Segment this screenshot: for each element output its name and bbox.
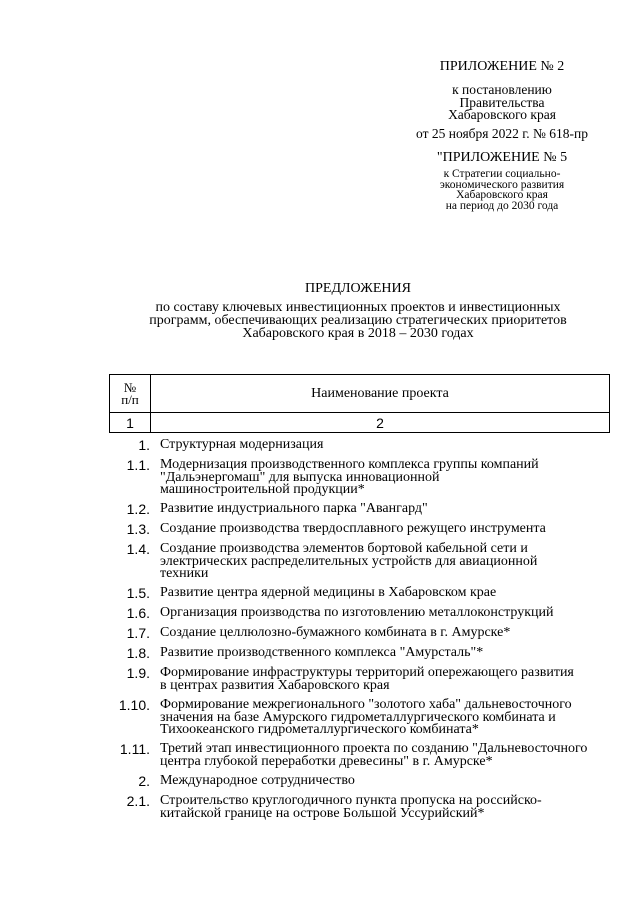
subtitle-line: программ, обеспечивающих реализацию стратегических приоритетов xyxy=(149,313,567,328)
item-text-line: значения на базе Амурского гидрометаллургического комбината и xyxy=(160,710,556,725)
item-text-line: Создание целлюлозно-бумажного комбината в г. Амурске* xyxy=(160,625,511,640)
item-text-line: Модернизация производственного комплекса группы компаний xyxy=(160,457,539,472)
document-title: ПРЕДЛОЖЕНИЯ xyxy=(305,281,411,296)
list-item xyxy=(100,666,610,692)
col-number-index: 1 xyxy=(110,413,151,433)
item-number: 1.6. xyxy=(126,605,150,621)
item-number: 1.10. xyxy=(118,697,150,713)
list-item xyxy=(100,502,610,516)
item-text xyxy=(160,542,610,580)
item-number: 2.1. xyxy=(126,793,150,809)
col-number-header-line: п/п xyxy=(121,391,139,407)
resolution-line: Хабаровского края xyxy=(448,107,556,122)
item-text-line: Формирование инфраструктуры территорий опережающего развития xyxy=(160,665,574,680)
col-number-header xyxy=(110,375,151,413)
item-text-line: Развитие индустриального парка "Авангард" xyxy=(160,501,428,516)
item-text-line: Тихоокеанского гидрометаллургического комбината* xyxy=(160,722,479,737)
list-item xyxy=(100,626,610,640)
appendix-2-heading xyxy=(395,60,609,73)
item-number: 1.4. xyxy=(126,541,150,557)
strategy-line: экономического развития xyxy=(439,178,565,191)
item-text xyxy=(160,794,610,820)
item-text-line: электрических распределительных устройств для авиационной xyxy=(160,554,538,569)
col-name-index: 2 xyxy=(151,413,610,433)
item-number: 1.2. xyxy=(126,501,150,517)
item-text xyxy=(160,586,610,600)
item-text xyxy=(160,666,610,692)
col-name-header: Наименование проекта xyxy=(151,375,610,413)
item-text-line: техники xyxy=(160,566,209,581)
item-text xyxy=(160,458,610,496)
item-text-line: Организация производства по изготовлению металлоконструкций xyxy=(160,605,554,620)
resolution-line: к постановлению xyxy=(452,82,552,97)
item-number: 1.5. xyxy=(126,585,150,601)
subtitle-line: по составу ключевых инвестиционных проектов и инвестиционных xyxy=(155,300,561,315)
item-text-line: машиностроительной продукции* xyxy=(160,482,365,497)
strategy-line: на период до 2030 года xyxy=(445,199,559,212)
item-text xyxy=(160,742,610,768)
item-number: 1.7. xyxy=(126,625,150,641)
list-item xyxy=(100,606,610,620)
subtitle-line: Хабаровского края в 2018 – 2030 годах xyxy=(242,326,474,341)
list-item xyxy=(100,742,610,768)
item-number: 1.9. xyxy=(126,665,150,681)
item-text-line: Формирование межрегионального "золотого хаба" дальневосточного xyxy=(160,697,572,712)
resolution-reference xyxy=(395,84,609,140)
item-text xyxy=(160,606,610,620)
item-text-line: Третий этап инвестиционного проекта по созданию "Дальневосточного xyxy=(160,741,588,756)
list-item xyxy=(100,458,610,496)
item-text xyxy=(160,438,610,452)
item-text-line: в центрах развития Хабаровского края xyxy=(160,678,390,693)
item-number: 1.3. xyxy=(126,521,150,537)
item-number: 1.11. xyxy=(119,741,150,757)
item-text xyxy=(160,774,610,788)
list-item xyxy=(100,438,610,452)
list-item xyxy=(100,522,610,536)
resolution-line: Правительства xyxy=(459,94,545,110)
item-number: 1.1. xyxy=(126,457,150,473)
item-text-line: Создание производства элементов бортовой кабельной сети и xyxy=(160,541,528,556)
appendix-5-heading xyxy=(395,151,609,164)
item-text-line: Создание производства твердосплавного режущего инструмента xyxy=(160,521,546,536)
item-text-line: Развитие центра ядерной медицины в Хабаровском крае xyxy=(160,585,497,600)
item-text xyxy=(160,522,610,536)
list-item xyxy=(100,542,610,580)
appendix-5-label: "ПРИЛОЖЕНИЕ № 5 xyxy=(436,150,568,165)
item-number: 1.8. xyxy=(126,645,150,661)
col-number-header-line: № xyxy=(123,379,137,395)
resolution-date: от 25 ноября 2022 г. № 618-пр xyxy=(416,125,588,141)
item-text xyxy=(160,698,610,736)
projects-table-header xyxy=(109,374,610,433)
document-subtitle xyxy=(120,301,596,340)
item-text-line: Структурная модернизация xyxy=(160,437,324,452)
strategy-line: Хабаровского края xyxy=(456,189,548,201)
item-number: 1. xyxy=(138,437,150,453)
appendix-2-label: ПРИЛОЖЕНИЕ № 2 xyxy=(439,59,565,74)
item-text-line: центра глубокой переработки древесины" в г. Амурске* xyxy=(160,754,493,769)
item-text xyxy=(160,626,610,640)
strategy-reference xyxy=(395,169,609,211)
strategy-line: к Стратегии социально- xyxy=(443,168,561,180)
item-text-line: Развитие производственного комплекса "Амурсталь"* xyxy=(160,645,484,660)
list-item xyxy=(100,586,610,600)
item-text-line: Международное сотрудничество xyxy=(160,773,355,788)
item-text-line: китайской границе на острове Большой Уссурийский* xyxy=(160,806,485,821)
item-text-line: "Дальэнергомаш" для выпуска инновационной xyxy=(160,470,440,485)
list-item xyxy=(100,794,610,820)
item-text xyxy=(160,646,610,660)
list-item xyxy=(100,698,610,736)
item-number: 2. xyxy=(138,773,150,789)
project-list xyxy=(100,438,610,826)
table-header-row xyxy=(110,375,610,413)
item-text xyxy=(160,502,610,516)
list-item xyxy=(100,646,610,660)
table-column-numbers-row xyxy=(110,413,610,433)
item-text-line: Строительство круглогодичного пункта пропуска на российско- xyxy=(160,793,542,808)
list-item xyxy=(100,774,610,788)
